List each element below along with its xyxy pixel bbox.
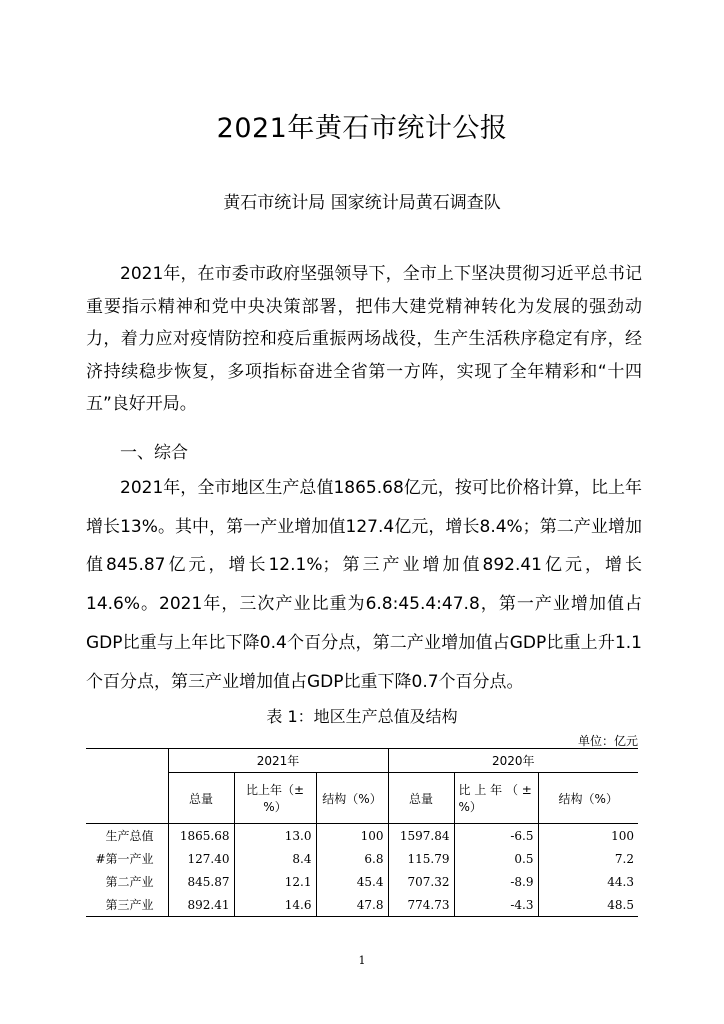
cell: 13.0 <box>234 824 316 848</box>
cell: -4.3 <box>454 893 538 917</box>
document-author: 黄石市统计局 国家统计局黄石调查队 <box>223 193 501 213</box>
cell: 48.5 <box>607 897 634 912</box>
cell: 1597.84 <box>388 824 454 848</box>
cell: 45.4 <box>316 870 388 893</box>
subheader-growth-2021: 比上年（±%） <box>234 773 316 824</box>
year-header-2021: 2021年 <box>168 749 388 773</box>
cell: 892.41 <box>168 893 234 917</box>
cell: 774.73 <box>388 893 454 917</box>
cell: 12.1 <box>234 870 316 893</box>
table-row <box>86 847 638 870</box>
cell: 707.32 <box>388 870 454 893</box>
year-header-2020: 2020年 <box>388 749 638 773</box>
row-label: 第三产业 <box>86 893 168 917</box>
cell: -8.9 <box>454 870 538 893</box>
row-label: 生产总值 <box>86 824 168 848</box>
cell: 14.6 <box>234 893 316 917</box>
cell: 44.3 <box>607 874 634 889</box>
cell: 0.5 <box>454 847 538 870</box>
table-row <box>86 893 638 917</box>
cell: 7.2 <box>614 851 634 866</box>
cell: 100 <box>611 828 634 843</box>
cell: 8.4 <box>234 847 316 870</box>
cell: 47.8 <box>316 893 388 917</box>
subheader-structure-2020: 结构（%） <box>538 773 638 824</box>
gdp-table <box>86 748 638 917</box>
table-unit: 单位：亿元 <box>577 734 638 748</box>
cell: 115.79 <box>388 847 454 870</box>
cell: 845.87 <box>168 870 234 893</box>
cell: 100 <box>316 824 388 848</box>
document-title: 2021年黄石市统计公报 <box>216 113 508 144</box>
table-row <box>86 824 638 848</box>
subheader-structure-2021: 结构（%） <box>316 773 388 824</box>
page-number: 1 <box>358 954 366 967</box>
table-row <box>86 870 638 893</box>
subheader-total-2020: 总量 <box>388 773 454 824</box>
subheader-total-2021: 总量 <box>168 773 234 824</box>
table-title: 表 1：地区生产总值及结构 <box>266 707 458 726</box>
cell: 6.8 <box>316 847 388 870</box>
row-label: 第二产业 <box>86 870 168 893</box>
cell: 127.40 <box>168 847 234 870</box>
subheader-growth-2020: 比 上 年 （ ± %） <box>454 773 538 824</box>
row-label: #第一产业 <box>86 847 168 870</box>
overview-paragraph: 2021年，全市地区生产总值1865.68亿元，按可比价格计算，比上年增长13%。其中，第一产业增加值127.4亿元，增长8.4%；第二产业增加值845.87亿元，增长12.1%；第三产业增加值892.41亿元，增长14.6%。2021年，三次产业比重为6.8:45.4:47.8，第一产业增加值占GDP比重与上年比下降0.4个百分点，第二产业增加值占GDP比重上升1.1个百分点，第三产业增加值占GDP比重下降0.7个百分点。 <box>86 478 642 692</box>
cell: -6.5 <box>454 824 538 848</box>
intro-paragraph: 2021年，在市委市政府坚强领导下，全市上下坚决贯彻习近平总书记重要指示精神和党中央决策部署，把伟大建党精神转化为发展的强劲动力，着力应对疫情防控和疫后重振两场战役，生产生活秩序稳定有序，经济持续稳步恢复，多项指标奋进全省第一方阵，实现了全年精彩和“十四五”良好开局。 <box>86 264 642 414</box>
table-corner-cell <box>86 749 168 824</box>
section-heading-overview: 一、综合 <box>120 443 188 463</box>
cell: 1865.68 <box>168 824 234 848</box>
